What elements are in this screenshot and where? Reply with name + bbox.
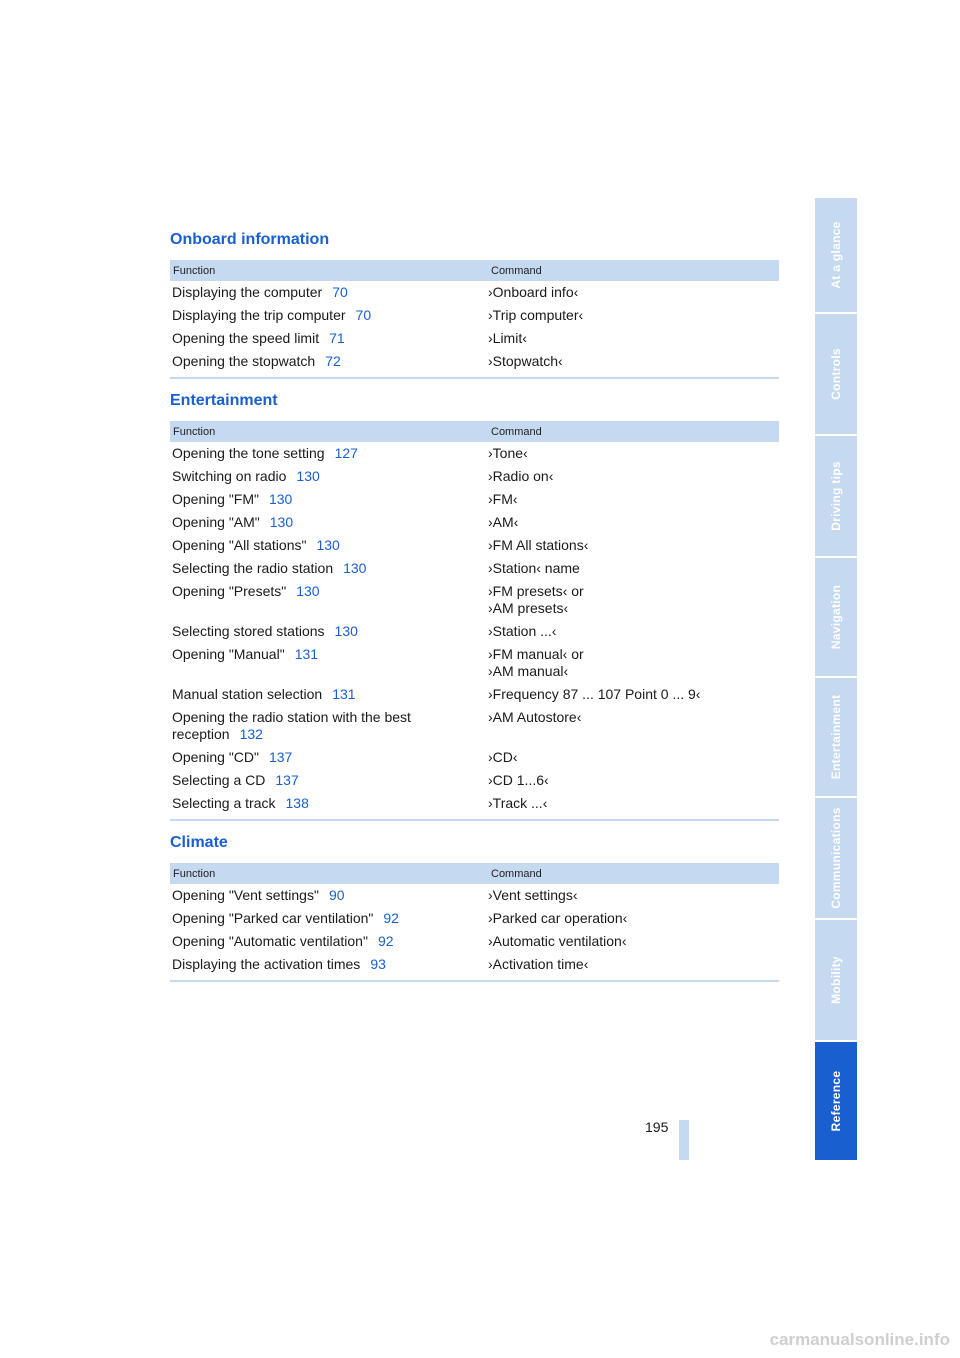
function-text: Selecting a track bbox=[172, 795, 276, 811]
command-text: ›Station‹ name bbox=[488, 560, 580, 576]
page-reference-link[interactable]: 70 bbox=[355, 307, 372, 323]
header-function: Function bbox=[173, 425, 216, 438]
chapter-tab[interactable] bbox=[815, 436, 857, 556]
function-cell bbox=[170, 491, 488, 508]
function-text: Opening "Manual" bbox=[172, 646, 285, 662]
page-reference-link[interactable]: 127 bbox=[334, 445, 358, 461]
table-bottom-rule bbox=[170, 819, 779, 821]
function-text: Selecting a CD bbox=[172, 772, 266, 788]
page-reference-link[interactable]: 93 bbox=[370, 956, 386, 972]
function-text: Selecting the radio station bbox=[172, 560, 334, 576]
function-cell bbox=[170, 307, 488, 324]
function-text: Opening "AM" bbox=[172, 514, 260, 530]
function-text: Opening the radio station with the best reception bbox=[172, 709, 411, 742]
function-text: Opening the tone setting bbox=[172, 445, 325, 461]
function-cell bbox=[170, 514, 488, 531]
page-number-bar bbox=[679, 1120, 689, 1160]
function-text: Opening "CD" bbox=[172, 749, 259, 765]
section-title: Climate bbox=[170, 834, 228, 851]
command-cell bbox=[488, 583, 779, 617]
page-reference-link[interactable]: 137 bbox=[268, 749, 293, 765]
chapter-tab[interactable] bbox=[815, 558, 857, 676]
command-text: ›CD‹ bbox=[488, 749, 518, 765]
section-1 bbox=[170, 389, 779, 821]
command-cell bbox=[488, 910, 779, 927]
function-cell bbox=[170, 686, 488, 703]
function-cell bbox=[170, 284, 488, 301]
table-row bbox=[170, 746, 779, 769]
function-text: Opening "Vent settings" bbox=[172, 887, 319, 903]
page-reference-link[interactable]: 137 bbox=[275, 772, 299, 788]
function-cell bbox=[170, 646, 488, 680]
watermark: carmanualsonline.info bbox=[769, 1330, 950, 1349]
header-command: Command bbox=[491, 867, 542, 880]
page-reference-link[interactable]: 130 bbox=[343, 560, 367, 576]
chapter-tab[interactable] bbox=[815, 1042, 857, 1160]
section-0 bbox=[170, 228, 779, 379]
command-text: ›AM‹ bbox=[488, 514, 519, 530]
function-cell bbox=[170, 795, 488, 812]
function-cell bbox=[170, 468, 488, 485]
function-text: Opening the speed limit bbox=[172, 330, 320, 346]
page-reference-link[interactable]: 90 bbox=[328, 887, 345, 903]
command-text: ›Track ...‹ bbox=[488, 795, 548, 811]
chapter-tab-label: Navigation bbox=[829, 584, 843, 650]
command-cell bbox=[488, 353, 779, 370]
command-text: ›AM Autostore‹ bbox=[488, 709, 582, 725]
function-cell bbox=[170, 887, 488, 904]
table-row bbox=[170, 683, 779, 706]
command-cell bbox=[488, 956, 779, 973]
page-reference-link[interactable]: 130 bbox=[296, 468, 320, 484]
command-text: ›Automatic ventilation‹ bbox=[488, 933, 627, 949]
function-cell bbox=[170, 910, 488, 927]
page-reference-link[interactable]: 71 bbox=[329, 330, 345, 346]
table-row bbox=[170, 488, 779, 511]
command-cell bbox=[488, 772, 779, 789]
command-text: ›Tone‹ bbox=[488, 445, 528, 461]
table-row bbox=[170, 465, 779, 488]
command-cell bbox=[488, 709, 779, 743]
chapter-tabs bbox=[815, 198, 857, 1162]
command-text: ›Activation time‹ bbox=[488, 956, 589, 972]
function-text: Opening the stopwatch bbox=[172, 353, 316, 369]
command-text: ›FM manual‹ or bbox=[488, 646, 584, 662]
page-reference-link[interactable]: 132 bbox=[239, 726, 263, 742]
page-reference-link[interactable]: 138 bbox=[285, 795, 309, 811]
function-text: Opening "FM" bbox=[172, 491, 259, 507]
command-text: ›Station ...‹ bbox=[488, 623, 557, 639]
command-cell bbox=[488, 537, 779, 554]
table-row bbox=[170, 304, 779, 327]
command-text: ›Parked car operation‹ bbox=[488, 910, 628, 926]
command-cell bbox=[488, 686, 779, 703]
table-row bbox=[170, 327, 779, 350]
command-cell bbox=[488, 933, 779, 950]
function-cell bbox=[170, 583, 488, 617]
section-2 bbox=[170, 831, 779, 982]
function-text: Switching on radio bbox=[172, 468, 287, 484]
command-text: ›FM presets‹ or bbox=[488, 583, 584, 599]
section-title: Onboard information bbox=[170, 231, 330, 248]
function-cell bbox=[170, 353, 488, 370]
header-function: Function bbox=[173, 264, 216, 277]
page-reference-link[interactable]: 92 bbox=[383, 910, 399, 926]
chapter-tab[interactable] bbox=[815, 920, 857, 1040]
command-cell bbox=[488, 795, 779, 812]
table-row bbox=[170, 557, 779, 580]
function-cell bbox=[170, 623, 488, 640]
page-reference-link[interactable]: 130 bbox=[316, 537, 340, 553]
function-cell bbox=[170, 445, 488, 462]
table-row bbox=[170, 706, 779, 746]
function-text: Opening "Parked car ventilation" bbox=[172, 910, 374, 926]
function-text: Displaying the computer bbox=[172, 284, 323, 300]
table-bottom-rule bbox=[170, 980, 779, 982]
table-header bbox=[170, 421, 779, 442]
table-header bbox=[170, 863, 779, 884]
page-reference-link[interactable]: 70 bbox=[332, 284, 348, 300]
page-reference-link[interactable]: 131 bbox=[332, 686, 356, 702]
command-cell bbox=[488, 646, 779, 680]
function-text: Opening "Presets" bbox=[172, 583, 287, 599]
table-row bbox=[170, 930, 779, 953]
command-text: ›FM‹ bbox=[488, 491, 518, 507]
command-text: ›Frequency 87 ... 107 Point 0 ... 9‹ bbox=[488, 686, 701, 702]
command-text: ›CD 1...6‹ bbox=[488, 772, 549, 788]
table-row bbox=[170, 907, 779, 930]
chapter-tab-label: At a glance bbox=[829, 221, 843, 289]
chapter-tab-label: Mobility bbox=[829, 956, 843, 1004]
table-row bbox=[170, 350, 779, 373]
function-text: Opening "All stations" bbox=[172, 537, 307, 553]
chapter-tab-label: Entertainment bbox=[829, 694, 843, 780]
chapter-tab[interactable] bbox=[815, 678, 857, 796]
page-reference-link[interactable]: 130 bbox=[269, 514, 294, 530]
function-cell bbox=[170, 749, 488, 766]
table-row bbox=[170, 281, 779, 304]
chapter-tab-label: Controls bbox=[829, 348, 843, 400]
chapter-tab-label: Driving tips bbox=[829, 461, 843, 531]
header-function: Function bbox=[173, 867, 216, 880]
table-row bbox=[170, 442, 779, 465]
content bbox=[170, 228, 779, 992]
command-text: ›Radio on‹ bbox=[488, 468, 554, 484]
command-text: ›Trip computer‹ bbox=[488, 307, 584, 323]
table-header bbox=[170, 260, 779, 281]
chapter-tab[interactable] bbox=[815, 198, 857, 312]
page-reference-link[interactable]: 72 bbox=[325, 353, 341, 369]
table-row bbox=[170, 792, 779, 815]
table-row bbox=[170, 620, 779, 643]
command-text: ›Limit‹ bbox=[488, 330, 527, 346]
command-text: ›FM All stations‹ bbox=[488, 537, 589, 553]
table-row bbox=[170, 534, 779, 557]
section-title: Entertainment bbox=[170, 392, 278, 409]
function-cell bbox=[170, 560, 488, 577]
command-cell bbox=[488, 445, 779, 462]
function-text: Displaying the activation times bbox=[172, 956, 361, 972]
page-reference-link[interactable]: 130 bbox=[296, 583, 320, 599]
command-text: ›AM manual‹ bbox=[488, 663, 569, 679]
chapter-tab-label: Reference bbox=[829, 1070, 843, 1132]
table-row bbox=[170, 884, 779, 907]
page-reference-link[interactable]: 130 bbox=[268, 491, 293, 507]
function-text: Manual station selection bbox=[172, 686, 323, 702]
function-cell bbox=[170, 330, 488, 347]
command-text: ›Stopwatch‹ bbox=[488, 353, 563, 369]
command-cell bbox=[488, 284, 779, 301]
command-text: ›AM presets‹ bbox=[488, 600, 569, 616]
table-row bbox=[170, 953, 779, 976]
page-reference-link[interactable]: 131 bbox=[294, 646, 319, 662]
command-cell bbox=[488, 623, 779, 640]
command-cell bbox=[488, 491, 779, 508]
chapter-tab[interactable] bbox=[815, 798, 857, 918]
table-row bbox=[170, 643, 779, 683]
function-cell bbox=[170, 537, 488, 554]
command-cell bbox=[488, 514, 779, 531]
command-text: ›Vent settings‹ bbox=[488, 887, 578, 903]
chapter-tab-label: Communications bbox=[829, 807, 843, 909]
function-text: Displaying the trip computer bbox=[172, 307, 346, 323]
command-text: ›Onboard info‹ bbox=[488, 284, 579, 300]
function-cell bbox=[170, 772, 488, 789]
command-cell bbox=[488, 330, 779, 347]
chapter-tab[interactable] bbox=[815, 314, 857, 434]
page-reference-link[interactable]: 130 bbox=[334, 623, 358, 639]
command-cell bbox=[488, 468, 779, 485]
command-cell bbox=[488, 307, 779, 324]
table-bottom-rule bbox=[170, 377, 779, 379]
command-cell bbox=[488, 560, 779, 577]
table-row bbox=[170, 769, 779, 792]
header-command: Command bbox=[491, 425, 542, 438]
function-cell bbox=[170, 933, 488, 950]
page-reference-link[interactable]: 92 bbox=[377, 933, 394, 949]
page-number: 195 bbox=[645, 1119, 669, 1135]
table-row bbox=[170, 580, 779, 620]
function-text: Opening "Automatic ventilation" bbox=[172, 933, 368, 949]
header-command: Command bbox=[491, 264, 542, 277]
function-cell bbox=[170, 956, 488, 973]
command-cell bbox=[488, 887, 779, 904]
function-cell bbox=[170, 709, 488, 743]
table-row bbox=[170, 511, 779, 534]
function-text: Selecting stored stations bbox=[172, 623, 325, 639]
command-cell bbox=[488, 749, 779, 766]
